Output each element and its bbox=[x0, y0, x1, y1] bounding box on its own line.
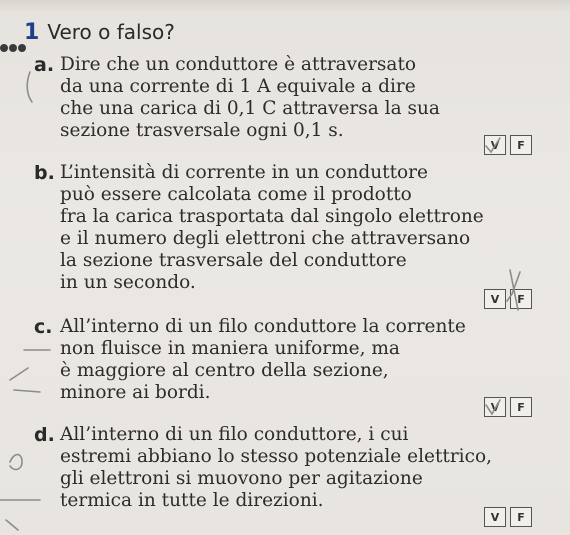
question-letter: d. bbox=[34, 424, 55, 446]
pencil-margin-d1 bbox=[10, 455, 22, 470]
question-line: gli elettroni si muovono per agitazione bbox=[60, 468, 423, 489]
true-checkbox[interactable]: V bbox=[484, 507, 506, 527]
true-false-boxes-d bbox=[484, 507, 532, 527]
question-line: la sezione trasversale del conduttore bbox=[60, 250, 407, 271]
exercise-header bbox=[24, 20, 175, 45]
false-checkbox[interactable]: F bbox=[510, 289, 532, 309]
true-checkbox[interactable]: V bbox=[484, 135, 506, 155]
question-line: da una corrente di 1 A equivale a dire bbox=[60, 76, 416, 97]
question-line: in un secondo. bbox=[60, 272, 196, 293]
true-checkbox[interactable]: V bbox=[484, 397, 506, 417]
true-false-boxes-b bbox=[484, 289, 532, 309]
question-line: estremi abbiano lo stesso potenziale elettrico, bbox=[60, 446, 492, 467]
question-d bbox=[34, 424, 500, 512]
difficulty-dot bbox=[0, 44, 8, 52]
question-line: è maggiore al centro della sezione, bbox=[60, 360, 389, 381]
question-b bbox=[34, 162, 500, 294]
question-line: All’interno di un filo conduttore, i cui bbox=[60, 424, 409, 445]
false-checkbox[interactable]: F bbox=[510, 507, 532, 527]
question-line: termica in tutte le direzioni. bbox=[60, 490, 324, 511]
page-top-edge bbox=[0, 0, 570, 12]
true-checkbox[interactable]: V bbox=[484, 289, 506, 309]
true-false-boxes-a bbox=[484, 135, 532, 155]
question-line: minore ai bordi. bbox=[60, 382, 211, 403]
question-line: e il numero degli elettroni che attraversano bbox=[60, 228, 471, 249]
question-letter: b. bbox=[34, 162, 55, 184]
question-c bbox=[34, 316, 500, 404]
question-line: All’interno di un filo conduttore la corrente bbox=[60, 316, 466, 337]
difficulty-dots bbox=[0, 44, 26, 52]
difficulty-dot bbox=[18, 44, 26, 52]
question-line: non fluisce in maniera uniforme, ma bbox=[60, 338, 400, 359]
question-line: fra la carica trasportata dal singolo elettrone bbox=[60, 206, 484, 227]
false-checkbox[interactable]: F bbox=[510, 397, 532, 417]
question-line: può essere calcolata come il prodotto bbox=[60, 184, 412, 205]
question-letter: a. bbox=[34, 54, 55, 76]
true-false-boxes-c bbox=[484, 397, 532, 417]
pencil-margin-a bbox=[27, 72, 32, 102]
question-line: Dire che un conduttore è attraversato bbox=[60, 54, 417, 75]
false-checkbox[interactable]: F bbox=[510, 135, 532, 155]
pencil-margin-d3 bbox=[6, 520, 18, 530]
question-letter: c. bbox=[34, 316, 53, 338]
question-line: sezione trasversale ogni 0,1 s. bbox=[60, 120, 344, 141]
pencil-margin-c bbox=[10, 350, 50, 392]
question-line: che una carica di 0,1 C attraversa la sua bbox=[60, 98, 440, 119]
question-a bbox=[34, 54, 500, 142]
difficulty-dot bbox=[9, 44, 17, 52]
exercise-title: Vero o falso? bbox=[47, 20, 175, 44]
exercise-number: 1 bbox=[24, 20, 40, 45]
question-line: L’intensità di corrente in un conduttore bbox=[60, 162, 428, 183]
